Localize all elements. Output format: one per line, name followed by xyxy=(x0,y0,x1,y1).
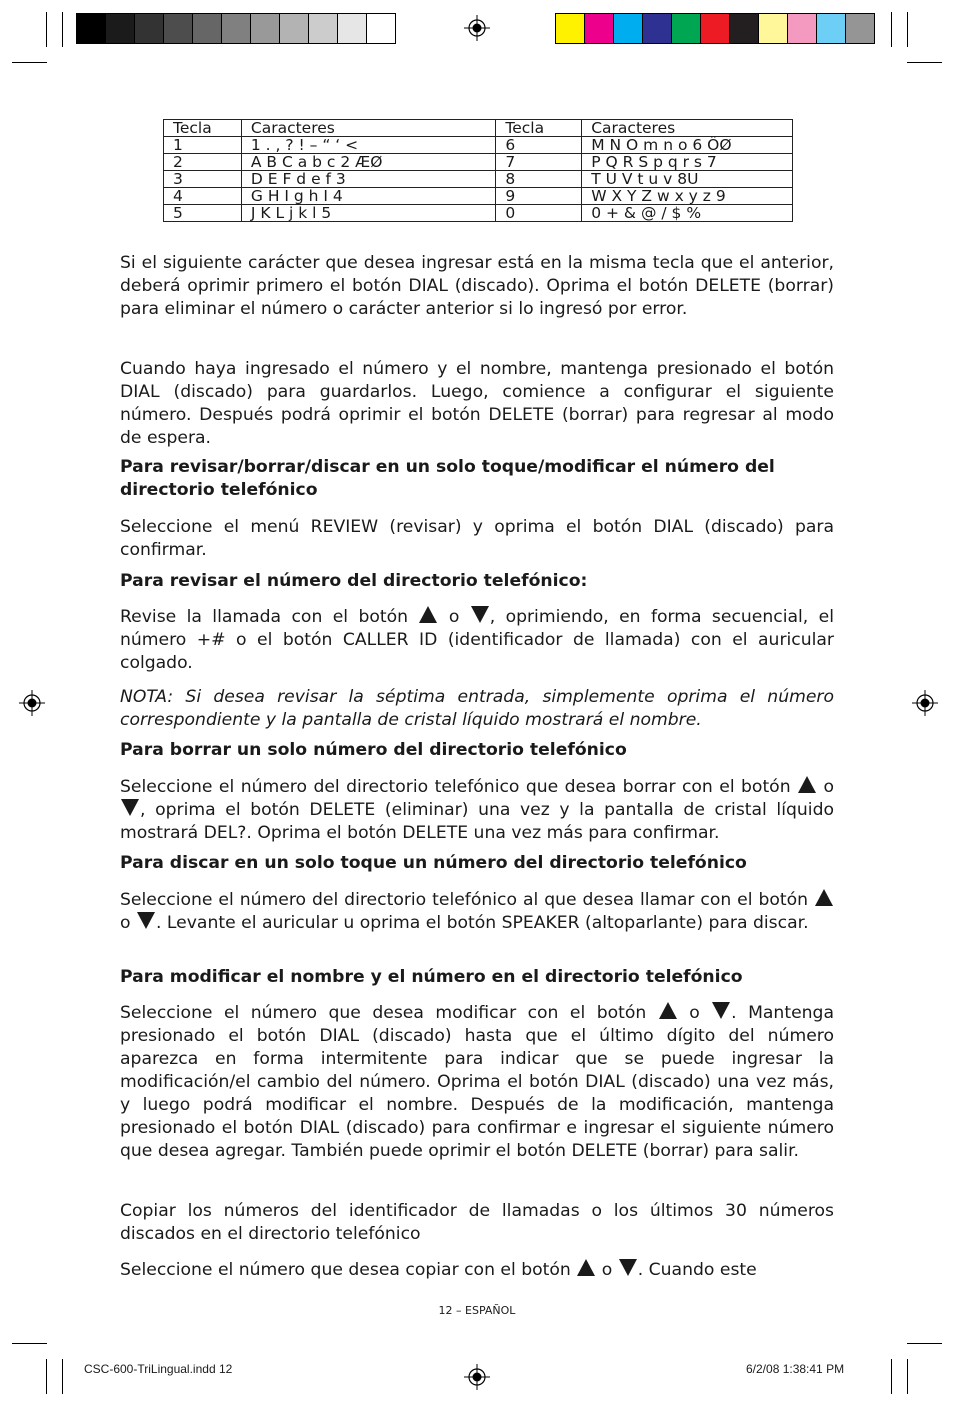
color-swatch xyxy=(672,14,701,43)
color-swatch xyxy=(106,14,135,43)
color-swatch xyxy=(367,14,395,43)
section-heading: Para revisar/borrar/discar en un solo toque/modificar el número del directorio telefónico xyxy=(120,457,775,500)
color-swatch xyxy=(614,14,643,43)
color-swatch xyxy=(309,14,338,43)
section-heading: Para revisar el número del directorio telefónico: xyxy=(120,571,588,591)
registration-mark-icon xyxy=(19,690,45,716)
text-run: o xyxy=(823,777,834,797)
up-arrow-icon xyxy=(659,1002,677,1019)
crop-mark-bl-h xyxy=(12,1343,47,1344)
text-run: o xyxy=(689,1003,700,1023)
crop-mark-bl-v xyxy=(46,1359,47,1394)
table-cell: J K L j k l 5 xyxy=(241,205,496,222)
table-cell: 5 xyxy=(164,205,242,222)
down-arrow-icon xyxy=(121,799,139,816)
table-row xyxy=(164,171,793,188)
key-character-table xyxy=(163,119,793,222)
table-cell: 3 xyxy=(164,171,242,188)
table-row xyxy=(164,137,793,154)
crop-mark-br-v xyxy=(907,1359,908,1394)
paragraph-save-entry xyxy=(120,358,834,450)
up-arrow-icon xyxy=(419,606,437,623)
table-cell: 9 xyxy=(496,188,582,205)
text-run: . Mantenga presionado el botón DIAL (discado) hasta que el último dígito del número aparezca en forma intermitente para indicar que se puede ingresar la modificación/el cambio del número. Oprima el botón DIAL (discado) una vez más, y luego podrá modificar el nombre. Después de la modificación, mantenga presionado el botón DIAL (discado) para confirmar e ingresar el siguiente número que desea agregar. También puede oprimir el botón DELETE (borrar) para salir. xyxy=(120,1003,834,1161)
slug-timestamp: 6/2/08 1:38:41 PM xyxy=(746,1362,845,1376)
paragraph-text: Cuando haya ingresado el número y el nombre, mantenga presionado el botón DIAL (discado) para guardarlos. Luego, comience a configurar el siguiente número. Después podrá oprimir el botón DELETE (borrar) para regresar al modo de espera. xyxy=(120,359,834,448)
text-run: o xyxy=(601,1260,613,1280)
crop-mark-tr-v xyxy=(907,12,908,47)
text-run: o xyxy=(120,913,131,933)
paragraph-one-touch-dial xyxy=(120,889,834,935)
page-number-footer: 12 – ESPAÑOL xyxy=(438,1304,516,1317)
table-cell: 1 . , ? ! – “ ‘ < xyxy=(241,137,496,154)
heading-one-touch-dial xyxy=(120,852,834,875)
crop-mark-br-h xyxy=(907,1343,942,1344)
paragraph-text xyxy=(120,1259,834,1282)
heading-modify-name-number xyxy=(120,966,834,989)
table-cell: P Q R S p q r s 7 xyxy=(582,154,793,171)
crop-mark-tr-h xyxy=(907,62,942,63)
color-swatch xyxy=(701,14,730,43)
table-cell: 2 xyxy=(164,154,242,171)
crop-mark-tl-h xyxy=(12,62,47,63)
color-swatch xyxy=(585,14,614,43)
table-header-row xyxy=(164,120,793,137)
note-seventh-entry xyxy=(120,686,834,732)
color-swatch xyxy=(164,14,193,43)
paragraph-select-copy xyxy=(120,1259,834,1282)
up-arrow-icon xyxy=(577,1259,595,1276)
table-cell: 0 xyxy=(496,205,582,222)
table-cell: 1 xyxy=(164,137,242,154)
table-cell: 7 xyxy=(496,154,582,171)
paragraph-text xyxy=(120,776,834,845)
color-swatch xyxy=(817,14,846,43)
text-run: Seleccione el número del directorio telefónico que desea borrar con el botón xyxy=(120,777,791,797)
section-heading: Para modificar el nombre y el número en el directorio telefónico xyxy=(120,967,743,987)
table-row xyxy=(164,205,793,222)
color-swatch xyxy=(193,14,222,43)
section-heading: Para borrar un solo número del directorio telefónico xyxy=(120,740,627,760)
color-swatch xyxy=(338,14,367,43)
crop-mark-bottom-right-inner xyxy=(891,1359,892,1394)
text-run: . Cuando este xyxy=(637,1260,757,1280)
process-color-bar xyxy=(555,13,875,44)
table-header-cell: Caracteres xyxy=(582,120,793,137)
text-run: Seleccione el número que desea modificar con el botón xyxy=(120,1003,647,1023)
registration-mark-icon xyxy=(912,690,938,716)
paragraph-review-call xyxy=(120,606,834,675)
table-header-cell: Tecla xyxy=(164,120,242,137)
registration-mark-icon xyxy=(464,15,490,41)
paragraph-next-character xyxy=(120,252,834,321)
table-cell: 0 + & @ / $ % xyxy=(582,205,793,222)
crop-mark-tl-v xyxy=(46,12,47,47)
paragraph-text xyxy=(120,1002,834,1163)
paragraph-text: Seleccione el menú REVIEW (revisar) y oprima el botón DIAL (discado) para confirmar. xyxy=(120,517,834,560)
table-cell: W X Y Z w x y z 9 xyxy=(582,188,793,205)
heading-review-number xyxy=(120,570,834,593)
text-run: Seleccione el número del directorio telefónico al que desea llamar con el botón xyxy=(120,890,809,910)
up-arrow-icon xyxy=(798,776,816,793)
color-swatch xyxy=(77,14,106,43)
color-swatch xyxy=(643,14,672,43)
table-cell: A B C a b c 2 ÆØ xyxy=(241,154,496,171)
color-swatch xyxy=(730,14,759,43)
table-cell: G H I g h I 4 xyxy=(241,188,496,205)
down-arrow-icon xyxy=(619,1259,637,1276)
table-header-cell: Caracteres xyxy=(241,120,496,137)
color-swatch xyxy=(222,14,251,43)
paragraph-modify-entry xyxy=(120,1002,834,1163)
text-run: , oprimiendo, en forma secuencial, el número +# o el botón CALLER ID (identificador de llamada) con el auricular colgado. xyxy=(120,607,834,673)
down-arrow-icon xyxy=(471,606,489,623)
table-cell: 6 xyxy=(496,137,582,154)
table-cell: D E F d e f 3 xyxy=(241,171,496,188)
slug-filename: CSC-600-TriLingual.indd 12 xyxy=(84,1362,233,1376)
color-swatch xyxy=(759,14,788,43)
table-row xyxy=(164,154,793,171)
color-swatch xyxy=(280,14,309,43)
paragraph-text: Si el siguiente carácter que desea ingresar está en la misma tecla que el anterior, deberá oprimir primero el botón DIAL (discado). Oprima el botón DELETE (borrar) para eliminar el número o carácter anterior si lo ingresó por error. xyxy=(120,253,834,319)
section-heading: Para discar en un solo toque un número del directorio telefónico xyxy=(120,853,747,873)
registration-mark-icon xyxy=(464,1364,490,1390)
table-cell: M N O m n o 6 ÖØ xyxy=(582,137,793,154)
text-run: Revise la llamada con el botón xyxy=(120,607,409,627)
down-arrow-icon xyxy=(137,912,155,929)
text-run: , oprima el botón DELETE (eliminar) una vez y la pantalla de cristal líquido mostrará DEL?. Oprima el botón DELETE una vez más para confirmar. xyxy=(120,800,834,843)
note-text: NOTA: Si desea revisar la séptima entrada, simplemente oprima el número correspondiente y la pantalla de cristal líquido mostrará el nombre. xyxy=(120,687,834,730)
paragraph-copy-numbers xyxy=(120,1200,834,1246)
table-header-cell: Tecla xyxy=(496,120,582,137)
paragraph-text: Copiar los números del identificador de llamadas o los últimos 30 números discados en el directorio telefónico xyxy=(120,1201,834,1244)
paragraph-delete-number xyxy=(120,776,834,845)
paragraph-text xyxy=(120,889,834,935)
heading-review-delete-dial-modify xyxy=(120,456,820,502)
paragraph-review-menu xyxy=(120,516,834,562)
down-arrow-icon xyxy=(712,1002,730,1019)
color-swatch xyxy=(788,14,817,43)
crop-mark-top-left-inner xyxy=(62,12,63,47)
grayscale-color-bar xyxy=(76,13,396,44)
up-arrow-icon xyxy=(815,889,833,906)
color-swatch xyxy=(846,14,874,43)
color-swatch xyxy=(556,14,585,43)
heading-delete-single-number xyxy=(120,739,834,762)
text-run: . Levante el auricular u oprima el botón SPEAKER (altoparlante) para discar. xyxy=(155,913,809,933)
crop-mark-top-right-inner xyxy=(891,12,892,47)
text-run: Seleccione el número que desea copiar con el botón xyxy=(120,1260,571,1280)
color-swatch xyxy=(135,14,164,43)
table-row xyxy=(164,188,793,205)
table-cell: 4 xyxy=(164,188,242,205)
crop-mark-bottom-left-inner xyxy=(62,1359,63,1394)
table-cell: 8 xyxy=(496,171,582,188)
table-cell: T U V t u v 8U xyxy=(582,171,793,188)
text-run: o xyxy=(448,607,460,627)
color-swatch xyxy=(251,14,280,43)
paragraph-text xyxy=(120,606,834,675)
